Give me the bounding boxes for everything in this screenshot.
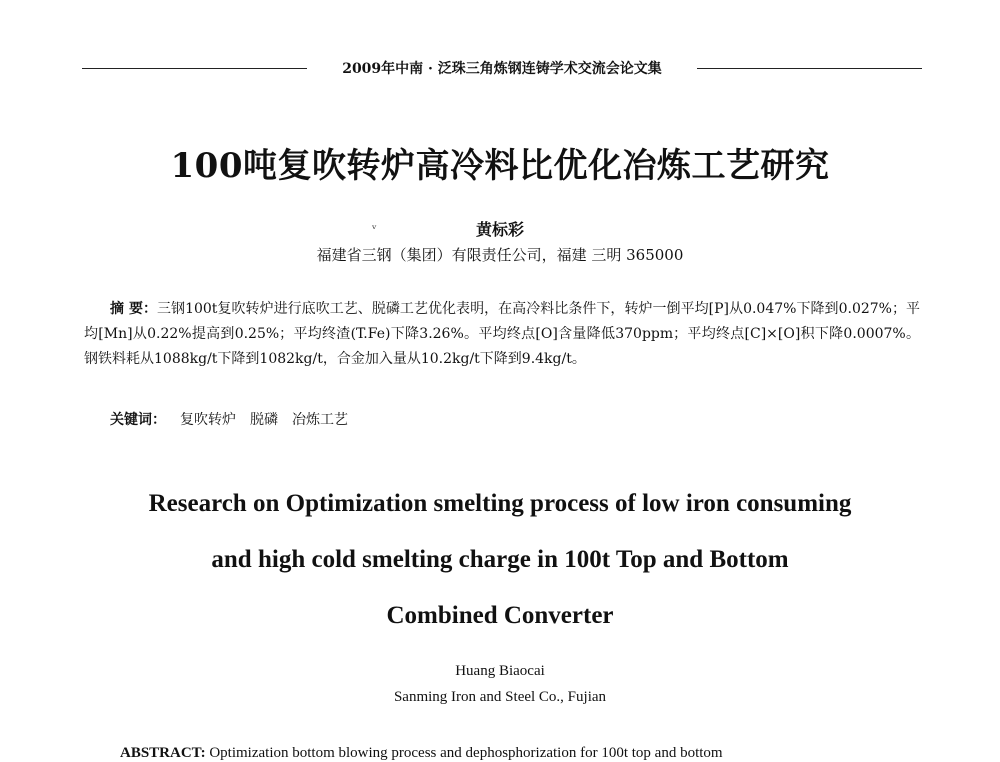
abstract-cn — [84, 297, 920, 372]
abstract-en-text: Optimization bottom blowing process and dephosphorization for 100t top and bottom — [209, 745, 723, 761]
keywords-cn — [110, 409, 348, 429]
affiliation-en: Sanming Iron and Steel Co., Fujian — [393, 689, 607, 705]
keyword-item: 复吹转炉 — [180, 412, 236, 428]
author-name-en: Huang Biaocai — [455, 663, 545, 679]
author-mark: ᵛ — [372, 222, 377, 236]
author-name-cn: 黄标彩 — [475, 220, 524, 239]
title-en-line: Research on Optimization smelting process of low iron consuming — [148, 490, 852, 517]
running-header — [82, 56, 922, 82]
header-rule-left — [82, 68, 307, 69]
abstract-cn-label: 摘 要： — [110, 301, 158, 317]
abstract-en — [120, 745, 920, 762]
paper-title-cn: 100吨复吹转炉高冷料比优化冶炼工艺研究 — [170, 146, 830, 186]
title-en-line: and high cold smelting charge in 100t Top and Bottom — [211, 546, 789, 573]
keywords-cn-label: 关键词： — [110, 412, 166, 428]
keyword-item: 冶炼工艺 — [292, 412, 348, 428]
keyword-item: 脱磷 — [250, 412, 278, 428]
header-rule-right — [697, 68, 922, 69]
abstract-en-label: ABSTRACT: — [120, 745, 206, 761]
running-title: 2009年中南 · 泛珠三角炼钢连铸学术交流会论文集 — [342, 61, 662, 77]
affiliation-cn: 福建省三钢（集团）有限责任公司，福建 三明 365000 — [316, 246, 684, 264]
abstract-cn-text: 三钢100t复吹转炉进行底吹工艺、脱磷工艺优化表明，在高冷料比条件下，转炉一倒平均[P]从0.047%下降到0.027%；平均[Mn]从0.22%提高到0.25%；平均终渣(T.Fe)下降3.26%。平均终点[O]含量降低370ppm；平均终点[C]×[O]积下降0.0007%。钢铁料耗从1088kg/t下降到1082kg/t，合金加入量从10.2kg/t下降到9.4kg/t。 — [84, 301, 921, 367]
paper-title-en — [60, 476, 940, 644]
title-en-line: Combined Converter — [386, 602, 614, 629]
abstract-cn-paragraph — [84, 297, 920, 372]
